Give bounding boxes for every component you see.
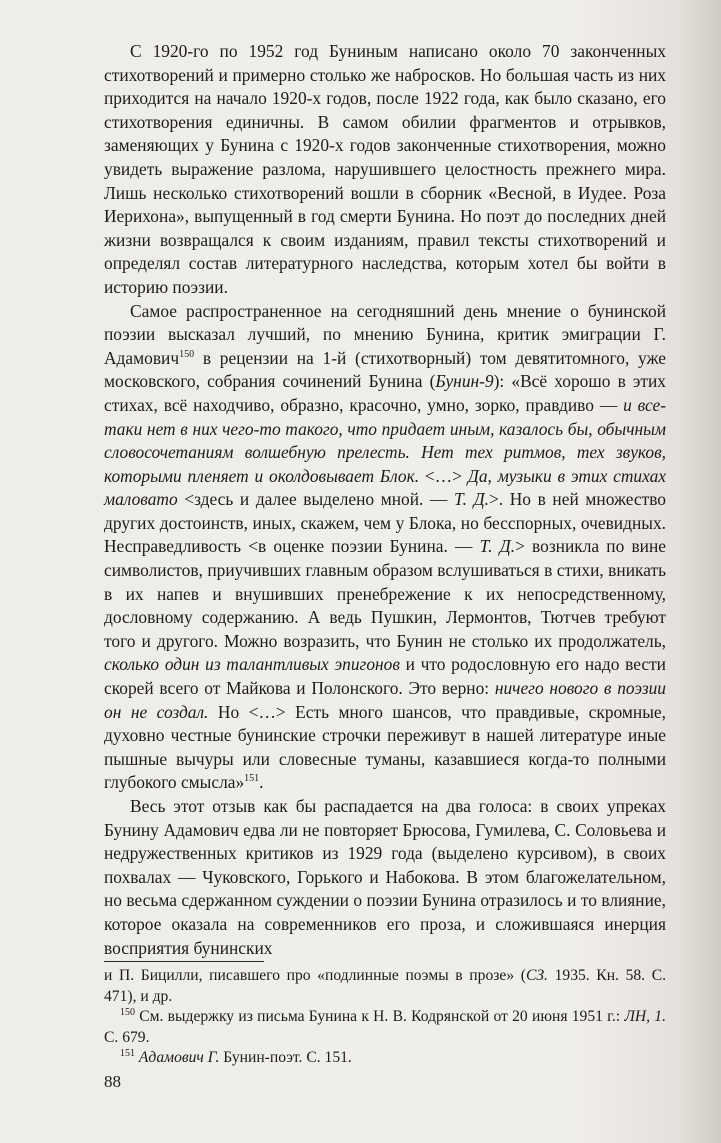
footnotes <box>104 966 666 1069</box>
footnote-150 <box>104 1007 666 1048</box>
footnote-marker: 150 <box>120 1006 135 1018</box>
italic-text: Да, музыки в этих стихах маловато <box>104 465 666 510</box>
italic-text: Т. Д. <box>479 536 516 557</box>
italic-text: ЛН, 1. <box>624 1008 666 1025</box>
text-run: <…> <box>419 465 468 486</box>
footnote-151 <box>104 1048 666 1069</box>
text-run: >. Но в ней множество других достоинств, иных, скажем, чем у Блока, но бесспорных, очевидных. Несправедливость <в оценке поэзии Бунина. — <box>104 489 666 557</box>
italic-text: ничего нового в поэзии он не создал. <box>104 678 666 722</box>
italic-text: и все-таки нет в них чего-то такого, что придает иным, казалось бы, обычным словосочетаниям волшебную прелесть. Нет тех ритмов, тех звуков, которыми пленяет и околдовывает Блок. <box>104 394 666 486</box>
page-number: 88 <box>104 1072 121 1091</box>
text-run: С. 679. <box>104 1028 150 1046</box>
footnote-marker: 151 <box>120 1047 135 1059</box>
text-run: С 1920-го по 1952 год Буниным написано около 70 законченных стихотворений и примерно столько же набросков. Но большая часть из них приходится на начало 1920-х годов, после 1922 года, как было сказано, его стихотворения единичны. В самом обилии фрагментов и отрывков, заменяющих у Бунина с 1920-х годов законченные стихотворения, можно увидеть выражение разлома, нарушившего целостность прежнего мира. Лишь несколько стихотворений вошли в сборник «Весной, в Иудее. Роза Иерихона», выпущенный в год смерти Бунина. Но поэт до последних дней жизни возвращался к своим изданиям, правил тексты стихотворений и определял состав литературного наследства, которым хотел бы войти в историю поэзии. <box>104 41 666 297</box>
text-run: и что родословную его надо вести скорей всего от Майкова и Полонского. Это верно: <box>104 654 666 699</box>
text-run: > возникла по вине символистов, приучивших главным образом вслушиваться в стихи, вникать в их напев и внушивших пренебрежение к их непосредственному, дословному содержанию. А ведь Пушкин, Лермонтов, Тютчев требуют того и другого. Можно возразить, что Бунин не столько их продолжатель, <box>104 536 666 651</box>
footnote-marker: 150 <box>179 348 195 360</box>
footnote-continuation <box>104 966 666 1007</box>
footnote-divider <box>104 961 264 962</box>
paragraph-2 <box>104 300 666 795</box>
text-run: См. выдержку из письма Бунина к Н. В. Кодрянской от 20 июня 1951 г.: <box>135 1008 625 1025</box>
text-run: Бунин-поэт. С. 151. <box>219 1049 352 1066</box>
text-run: Весь этот отзыв как бы распадается на два голоса: в своих упреках Бунину Адамович едва ли не повторяет Брюсова, Гумилева, С. Соловьева и недружественных критиков из 1929 года (выделено курсивом), в своих похвалах — Чуковского, Горького и Набокова. В этом благожелательном, но весьма сдержанном суждении о поэзии Бунина отразилось и то влияние, которое оказала на современников его проза, и сложившаяся инерция восприятия бунинских <box>104 796 666 958</box>
italic-text: СЗ. <box>525 967 548 984</box>
paragraph-3 <box>104 795 666 960</box>
text-run: и П. Бицилли, писавшего про «подлинные поэмы в прозе» ( <box>104 967 526 984</box>
main-text <box>104 40 666 960</box>
text-run: 1935. Кн. 58. С. 471), и др. <box>104 967 666 1005</box>
text-run: . <box>259 772 264 793</box>
text-run: <здесь и далее выделено мной. — <box>177 489 455 510</box>
italic-text: сколько один из талантливых эпигонов <box>104 654 400 675</box>
paragraph-1 <box>104 40 666 300</box>
text-run: ): «Всё хорошо в этих стихах, всё находчиво, образно, красочно, умно, зорко, правдиво — <box>104 371 667 415</box>
italic-text: Бунин-9 <box>435 371 494 392</box>
text-run: в рецензии на 1-й (стихотворный) том девятитомного, уже московского, собрания сочинений Бунина ( <box>104 347 666 392</box>
text-run: Но <…> Есть много шансов, что правдивые, скромные, духовно честные бунинские строчки переживут в нашей литературе иные пышные вычуры или словесные туманы, казавшиеся когда-то полными глубокого смысла» <box>104 701 666 793</box>
italic-text: Адамович Г. <box>138 1049 220 1066</box>
italic-text: Т. Д. <box>454 489 489 510</box>
footnote-marker: 151 <box>244 773 260 785</box>
text-run: Самое распространенное на сегодняшний день мнение о бунинской поэзии высказал лучший, по мнению Бунина, критик эмиграции Г. Адамович <box>104 300 666 368</box>
